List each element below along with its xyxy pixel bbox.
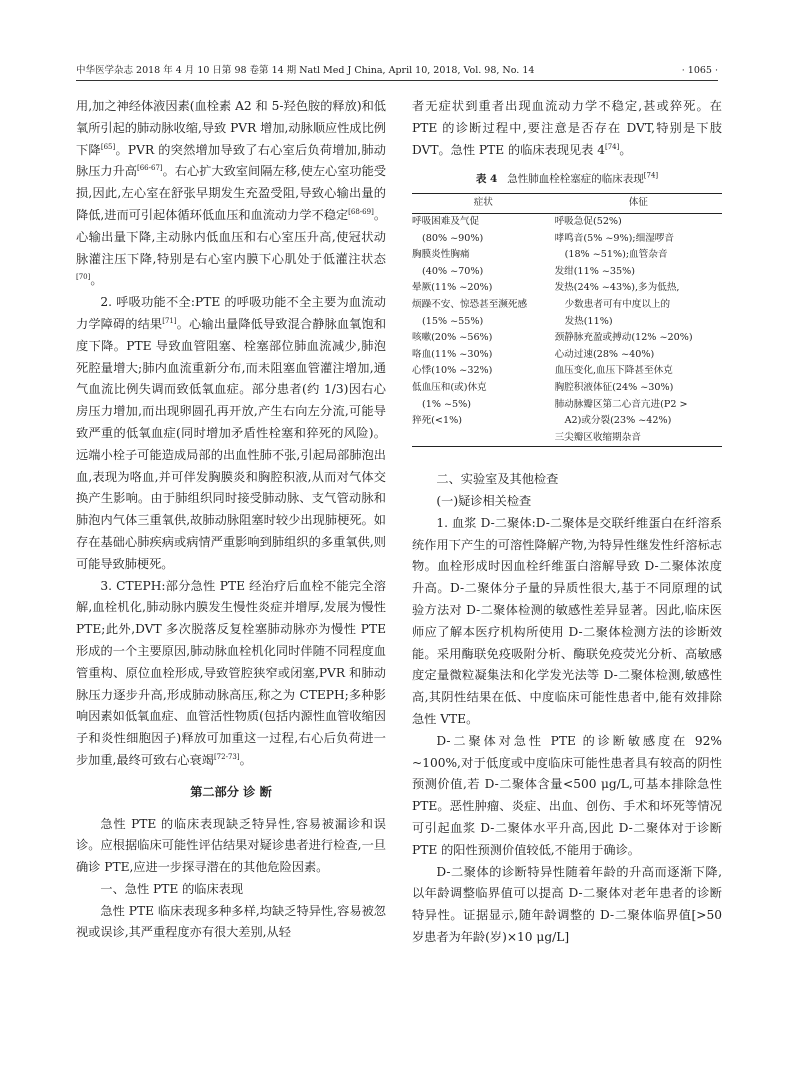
paragraph-clinical-cont: 者无症状到重者出现血流动力学不稳定,甚或猝死。在 PTE 的诊断过程中,要注意是否存在 DVT,特别是下肢 DVT。急性 PTE 的临床表现见表 4[74]。 <box>412 99 722 157</box>
right-column <box>412 96 722 949</box>
sign-item: 发热(24% ~43%),多为低热, <box>554 282 680 294</box>
sign-item: 心动过速(28% ~40%) <box>554 348 655 360</box>
clinical-table <box>412 193 722 447</box>
symptom-item: 低血压和(或)休克 <box>412 381 487 393</box>
symptom-item: (80% ~90%) <box>422 232 484 244</box>
column-header-symptoms: 症状 <box>412 194 555 214</box>
table-4 <box>412 171 722 447</box>
reference: [74] <box>604 142 620 151</box>
paragraph-pathophysiology-cont: 用,加之神经体液因素(血栓素 A2 和 5-羟色胺的释放)和低氧所引起的肺动脉收缩,导致 PVR 增加,动脉顺应性成比例下降[65]。PVR 的突然增加导致了右心室后负荷增加,肺动脉压力升高[66-67]。右心扩大致室间隔左移,使左心室功能受损,因此,左心室在舒张早期发生充盈受阻,导致心输出量的降低,进而可引起体循环低血压和血流动力学不稳定[68-69]。心输出量下降,主动脉内低血压和右心室压升高,使冠状动脉灌注压下降,特别是右心室内膜下心肌处于低灌注状态[70]。 <box>76 99 387 288</box>
sign-item: 少数患者可有中度以上的 <box>564 298 671 310</box>
sign-item: 肺动脉瓣区第二心音亢进(P2 > <box>554 398 688 410</box>
symptom-item: 咯血(11% ~30%) <box>412 348 493 360</box>
left-column <box>76 96 386 944</box>
section-heading: 二、实验室及其他检查 <box>436 472 559 487</box>
paragraph-clinical-manifestations: 急性 PTE 临床表现多种多样,均缺乏特异性,容易被忽视或误诊,其严重程度亦有很大差别,从轻 <box>76 903 386 940</box>
paragraph-respiratory-insufficiency: 2. 呼吸功能不全:PTE 的呼吸功能不全主要为血流动力学障碍的结果[71]。心输出量降低导致混合静脉血氧饱和度下降。PTE 导致血管阻塞、栓塞部位肺血流减少,肺泡死腔量增大;肺内血流重新分布,而未阻塞血管灌注增加,通气血流比例失调而致低氧血症。部分患者(约 1/3)因右心房压力增加,而出现卵圆孔再开放,产生右向左分流,可能导致严重的低氧血症(同时增加矛盾性栓塞和猝死的风险)。远端小栓子可能造成局部的出血性肺不张,引起局部肺泡出血,表现为咯血,并可伴发胸膜炎和胸腔积液,从而对气体交换产生影响。由于肺组织同时接受肺动脉、支气管动脉和肺泡内气体三重氧供,故肺动脉阻塞时较少出现肺梗死。如存在基础心肺疾病或病情严重影响到肺组织的多重氧供,则可能导致肺梗死。 <box>76 295 387 571</box>
sign-item: A2)或分裂(23% ~42%) <box>564 415 672 427</box>
symptom-item: 猝死(<1%) <box>412 415 462 427</box>
sign-item: 胸腔积液体征(24% ~30%) <box>554 381 674 393</box>
reference: [72-73] <box>213 752 240 761</box>
subsection-heading: (一)疑诊相关检查 <box>436 494 532 509</box>
symptom-item: 晕厥(11% ~20%) <box>412 282 493 294</box>
column-header-signs: 体征 <box>555 194 722 214</box>
paragraph-d-dimer-age: D-二聚体的诊断特异性随着年龄的升高而逐渐下降,以年龄调整临界值可以提高 D-二聚体对老年患者的诊断特异性。证据显示,随年龄调整的 D-二聚体临界值[>50 岁患者为年龄(岁)×10 μg/L] <box>412 864 722 945</box>
symptom-item: 烦躁不安、惊恐甚至濒死感 <box>412 298 528 310</box>
sign-item: (18% ~51%);血管杂音 <box>564 249 668 261</box>
symptom-item: 心悸(10% ~32%) <box>412 365 493 377</box>
sign-item: 血压变化,血压下降甚至休克 <box>554 365 673 377</box>
reference: [68-69] <box>348 207 374 216</box>
symptom-item: (40% ~70%) <box>422 265 484 277</box>
reference: [70] <box>76 273 91 282</box>
journal-citation: 中华医学杂志 2018 年 4 月 10 日第 98 卷第 14 期 Natl Med J China, April 10, 2018, Vol. 98, No. 14 <box>76 65 535 76</box>
symptoms-cell <box>412 213 555 446</box>
symptom-item: (15% ~55%) <box>422 315 484 327</box>
symptom-item: 呼吸困难及气促 <box>412 215 480 227</box>
symptom-item: 咳嗽(20% ~56%) <box>412 332 493 344</box>
paragraph-d-dimer-sensitivity: D-二聚体对急性 PTE 的诊断敏感度在 92% ~100%,对于低度或中度临床可能性患者具有较高的阴性预测价值,若 D-二聚体含量<500 μg/L,可基本排除急性 PTE。恶性肿瘤、炎症、出血、创伤、手术和坏死等情况可引起血浆 D-二聚体水平升高,因此 D-二聚体对于诊断 PTE 的阳性预测价值较低,不能用于确诊。 <box>412 733 722 857</box>
reference: [74] <box>643 171 659 180</box>
table-caption <box>412 171 722 187</box>
page-number: · 1065 · <box>681 65 718 76</box>
sign-item: 三尖瓣区收缩期杂音 <box>554 431 641 443</box>
sign-item: 哮鸣音(5% ~9%);细湿啰音 <box>554 232 674 244</box>
table-row <box>412 213 722 446</box>
table-label: 表 4 <box>475 173 498 186</box>
reference: [65] <box>100 142 116 151</box>
sign-item: 呼吸急促(52%) <box>554 215 622 227</box>
symptom-item: (1% ~5%) <box>422 398 472 410</box>
page-header <box>76 64 718 81</box>
sign-item: 颈静脉充盈或搏动(12% ~20%) <box>554 332 693 344</box>
sign-item: 发绀(11% ~35%) <box>554 265 636 277</box>
part-title: 第二部分 诊 断 <box>190 784 272 799</box>
paragraph-d-dimer: 1. 血浆 D-二聚体:D-二聚体是交联纤维蛋白在纤溶系统作用下产生的可溶性降解产物,为特异性继发性纤溶标志物。血栓形成时因血栓纤维蛋白溶解导致 D-二聚体浓度升高。D-二聚体分子量的异质性很大,基于不同原理的试验方法对 D-二聚体检测的敏感性差异显著。因此,临床医师应了解本医疗机构所使用 D-二聚体检测方法的诊断效能。采用酶联免疫吸附分析、酶联免疫荧光分析、高敏感度定量微粒凝集法和化学发光法等 D-二聚体检测,敏感性高,其阴性结果在低、中度临床可能性患者中,能有效排除急性 VTE。 <box>412 515 722 727</box>
paragraph-diagnosis-intro: 急性 PTE 的临床表现缺乏特异性,容易被漏诊和误诊。应根据临床可能性评估结果对疑诊患者进行检查,一旦确诊 PTE,应进一步探寻潜在的其他危险因素。 <box>76 816 386 875</box>
symptom-item: 胸膜炎性胸痛 <box>412 249 470 261</box>
signs-cell <box>555 213 722 446</box>
reference: [66-67] <box>136 164 163 173</box>
sign-item: 发热(11%) <box>564 315 613 327</box>
reference: [71] <box>162 316 177 325</box>
section-heading: 一、急性 PTE 的临床表现 <box>100 881 244 896</box>
paragraph-cteph: 3. CTEPH:部分急性 PTE 经治疗后血栓不能完全溶解,血栓机化,肺动脉内膜发生慢性炎症并增厚,发展为慢性 PTE;此外,DVT 多次脱落反复栓塞肺动脉亦为慢性 PTE 形成的一个主要原因,肺动脉血栓机化同时伴随不同程度血管重构、原位血栓形成,导致管腔狭窄或闭塞,PVR 和肺动脉压力逐步升高,形成肺动脉高压,称之为 CTEPH;多种影响因素如低氧血症、血管活性物质(包括内源性血管收缩因子和炎性细胞因子)释放可加重这一过程,右心后负荷进一步加重,最终可致右心衰竭[72-73]。 <box>76 578 386 767</box>
table-title: 急性肺血栓栓塞症的临床表现 <box>507 173 644 186</box>
